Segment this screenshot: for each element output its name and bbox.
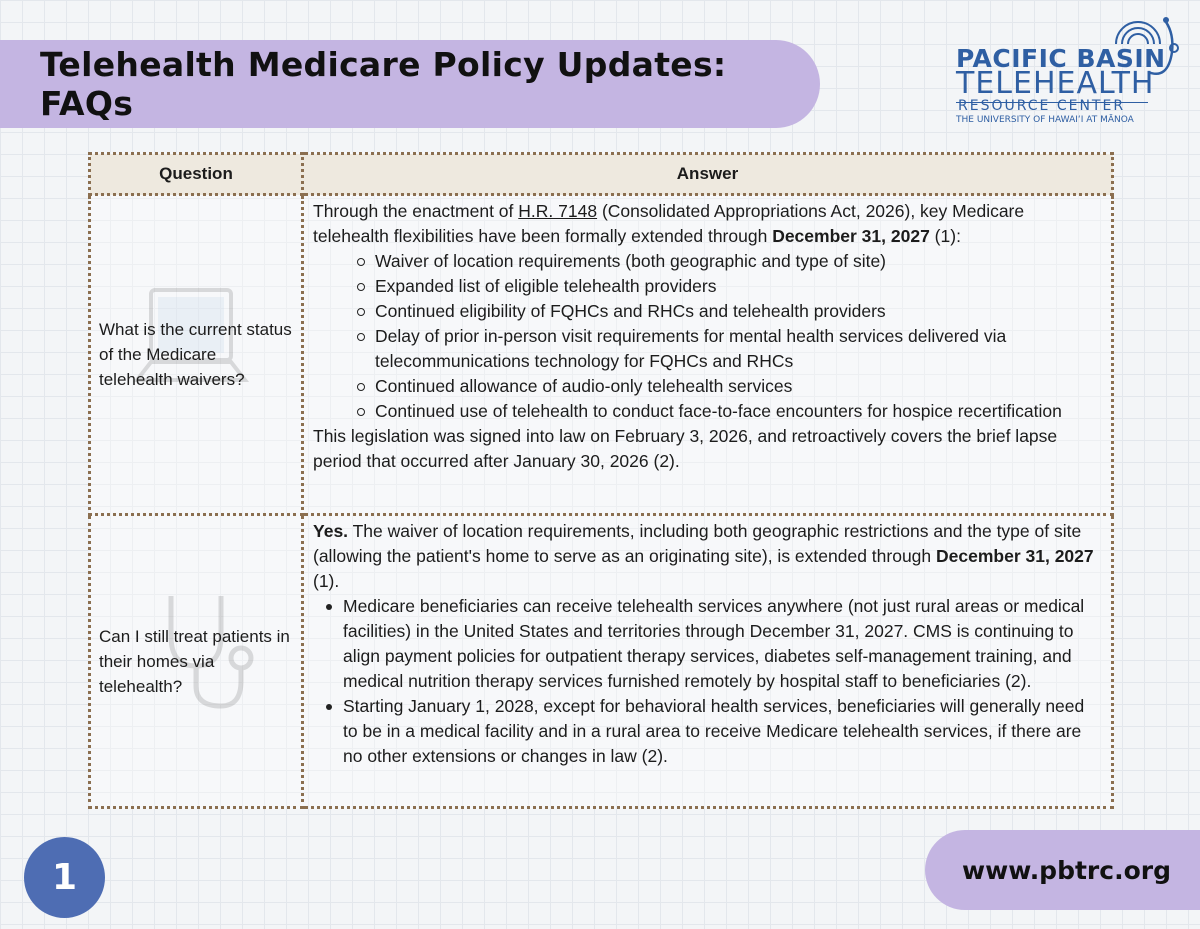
deadline-date: December 31, 2027 xyxy=(772,226,930,246)
answer-cell xyxy=(303,515,1113,808)
table-row xyxy=(90,195,1113,515)
logo-line-resource-center: RESOURCE CENTER xyxy=(958,98,1126,114)
list-item: Delay of prior in-person visit requirements for mental health services delivered via telecommunications technology for FQHCs and RHCs xyxy=(353,324,1102,374)
deadline-date: December 31, 2027 xyxy=(936,546,1094,567)
column-header-question: Question xyxy=(90,154,303,195)
list-item: Starting January 1, 2028, except for behavioral health services, beneficiaries will generally need to be in a medical facility and in a rural area to receive Medicare telehealth services, if there are no other extensions or changes in law (2). xyxy=(323,694,1102,769)
list-item: Waiver of location requirements (both geographic and type of site) xyxy=(353,249,1102,274)
title-banner xyxy=(0,40,820,128)
list-item: Continued eligibility of FQHCs and RHCs and telehealth providers xyxy=(353,299,1102,324)
faq-table xyxy=(88,152,1114,809)
list-item: Continued allowance of audio-only telehealth services xyxy=(353,374,1102,399)
list-item: Medicare beneficiaries can receive telehealth services anywhere (not just rural areas or medical facilities) in the United States and territories through December 31, 2027. CMS is continuing to align payment policies for outpatient therapy services, diabetes self-management training, and medical nutrition therapy services furnished remotely by hospital staff to beneficiaries (2). xyxy=(323,594,1102,694)
logo-line-university: THE UNIVERSITY OF HAWAIʻI AT MĀNOA xyxy=(956,115,1134,125)
question-cell xyxy=(90,195,303,515)
question-text: What is the current status of the Medicare telehealth waivers? xyxy=(99,320,292,390)
question-cell xyxy=(90,515,303,808)
answer-intro xyxy=(313,519,1102,594)
column-header-answer: Answer xyxy=(303,154,1113,195)
page-number-badge: 1 xyxy=(24,837,105,918)
answer-intro xyxy=(313,199,1102,249)
answer-intro-text: Through the enactment of xyxy=(313,201,519,221)
answer-closing: This legislation was signed into law on February 3, 2026, and retroactively covers the brief lapse period that occurred after January 30, 2026 (2). xyxy=(313,426,1058,471)
question-text: Can I still treat patients in their homes via telehealth? xyxy=(99,626,290,696)
answer-intro-text: (1). xyxy=(313,571,340,592)
page-title: Telehealth Medicare Policy Updates: FAQs xyxy=(40,45,727,123)
hr-7148-link[interactable]: H.R. 7148 xyxy=(518,201,598,221)
answer-intro-text: (1): xyxy=(929,226,961,246)
answer-cell xyxy=(303,195,1113,515)
details-list xyxy=(313,594,1102,769)
logo-line-telehealth: TELEHEALTH xyxy=(956,66,1155,101)
table-row xyxy=(90,515,1113,808)
answer-intro-text: (Consolidated Appropriations Act, 2026), key Medicare telehealth flexibilities have been formally extended through xyxy=(313,201,1025,246)
answer-intro-text: The waiver of location requirements, including both geographic restrictions and the type of site (allowing the patient's home to serve as an originating site), is extended through xyxy=(313,521,1082,567)
logo-line-pacific-basin: PACIFIC BASIN xyxy=(956,44,1166,73)
table-header-row xyxy=(90,154,1113,195)
list-item: Continued use of telehealth to conduct face-to-face encounters for hospice recertification xyxy=(353,399,1102,424)
pbtrc-logo[interactable] xyxy=(948,14,1188,126)
flexibilities-list xyxy=(313,249,1102,424)
list-item: Expanded list of eligible telehealth providers xyxy=(353,274,1102,299)
website-link[interactable]: www.pbtrc.org xyxy=(925,830,1200,910)
answer-yes: Yes. xyxy=(313,521,349,542)
